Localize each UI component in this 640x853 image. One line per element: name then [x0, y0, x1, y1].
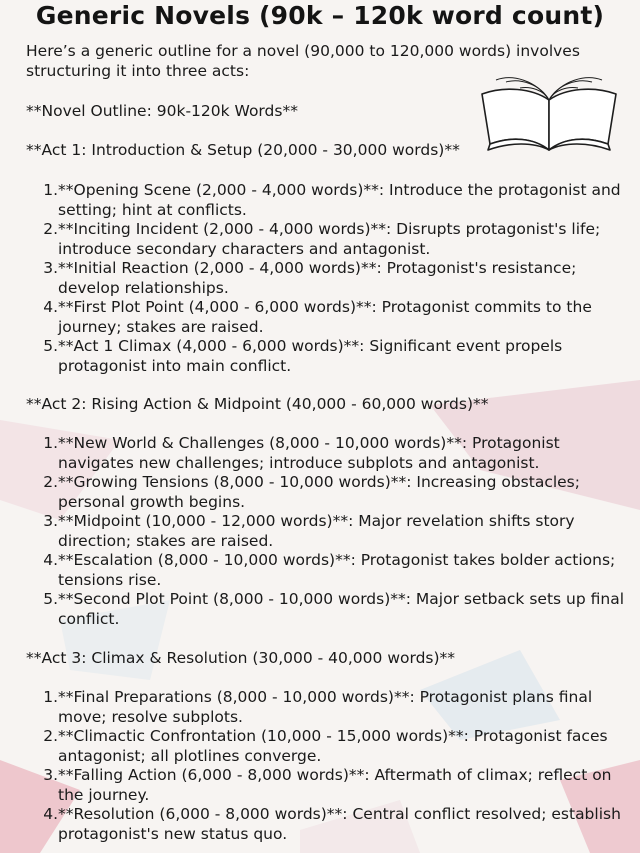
- item-text: **First Plot Point (4,000 - 6,000 words)**: Protagonist commits to the journey; stakes are raised.: [58, 298, 592, 336]
- item-number: 1.: [43, 688, 58, 706]
- item-text: **Act 1 Climax (4,000 - 6,000 words)**: Significant event propels protagonist into main conflict.: [58, 337, 563, 375]
- item-number: 2.: [43, 727, 58, 745]
- act-1-heading: **Act 1: Introduction & Setup (20,000 - 30,000 words)**: [26, 141, 460, 159]
- open-book-icon: [474, 70, 624, 158]
- list-item: [42, 727, 627, 766]
- list-item: [42, 181, 627, 220]
- list-item: [42, 512, 627, 551]
- item-number: 3.: [43, 259, 58, 277]
- list-item: [42, 298, 627, 337]
- item-text: **Escalation (8,000 - 10,000 words)**: Protagonist takes bolder actions; tensions rise.: [58, 551, 616, 589]
- item-number: 4.: [43, 298, 58, 316]
- item-text: **Falling Action (6,000 - 8,000 words)**: Aftermath of climax; reflect on the journey.: [58, 766, 612, 804]
- act-2-heading: **Act 2: Rising Action & Midpoint (40,000 - 60,000 words)**: [26, 395, 489, 413]
- item-text: **Second Plot Point (8,000 - 10,000 words)**: Major setback sets up final conflict.: [58, 590, 625, 628]
- item-text: **Opening Scene (2,000 - 4,000 words)**: Introduce the protagonist and setting; hint at conflicts.: [58, 181, 621, 219]
- item-number: 1.: [43, 434, 58, 452]
- item-text: **Final Preparations (8,000 - 10,000 words)**: Protagonist plans final move; resolve subplots.: [58, 688, 593, 726]
- item-text: **Inciting Incident (2,000 - 4,000 words)**: Disrupts protagonist's life; introduce secondary characters and antagonist.: [58, 220, 601, 258]
- list-item: [42, 766, 627, 805]
- item-number: 4.: [43, 805, 58, 823]
- item-text: **Initial Reaction (2,000 - 4,000 words)**: Protagonist's resistance; develop relationships.: [58, 259, 577, 297]
- list-item: [42, 805, 627, 844]
- item-number: 5.: [43, 337, 58, 355]
- item-number: 4.: [43, 551, 58, 569]
- item-number: 3.: [43, 512, 58, 530]
- item-text: **Midpoint (10,000 - 12,000 words)**: Major revelation shifts story direction; stakes are raised.: [58, 512, 575, 550]
- list-item: [42, 220, 627, 259]
- list-item: [42, 590, 627, 629]
- item-number: 1.: [43, 181, 58, 199]
- item-number: 5.: [43, 590, 58, 608]
- item-text: **New World & Challenges (8,000 - 10,000 words)**: Protagonist navigates new challenges; introduce subplots and antagonist.: [58, 434, 560, 472]
- intro-paragraph: Here’s a generic outline for a novel (90,000 to 120,000 words) involves structuring it into three acts:: [26, 42, 580, 80]
- item-number: 3.: [43, 766, 58, 784]
- list-item: [42, 434, 627, 473]
- item-text: **Climactic Confrontation (10,000 - 15,000 words)**: Protagonist faces antagonist; all plotlines converge.: [58, 727, 608, 765]
- outline-heading: **Novel Outline: 90k-120k Words**: [26, 102, 298, 120]
- list-item: [42, 688, 627, 727]
- list-item: [42, 473, 627, 512]
- item-number: 2.: [43, 473, 58, 491]
- item-text: **Resolution (6,000 - 8,000 words)**: Central conflict resolved; establish protagonist's new status quo.: [58, 805, 621, 843]
- item-text: **Growing Tensions (8,000 - 10,000 words)**: Increasing obstacles; personal growth begins.: [58, 473, 580, 511]
- page-title: Generic Novels (90k – 120k word count): [35, 1, 605, 30]
- list-item: [42, 259, 627, 298]
- list-item: [42, 551, 627, 590]
- item-number: 2.: [43, 220, 58, 238]
- list-item: [42, 337, 627, 376]
- act-3-heading: **Act 3: Climax & Resolution (30,000 - 40,000 words)**: [26, 649, 456, 667]
